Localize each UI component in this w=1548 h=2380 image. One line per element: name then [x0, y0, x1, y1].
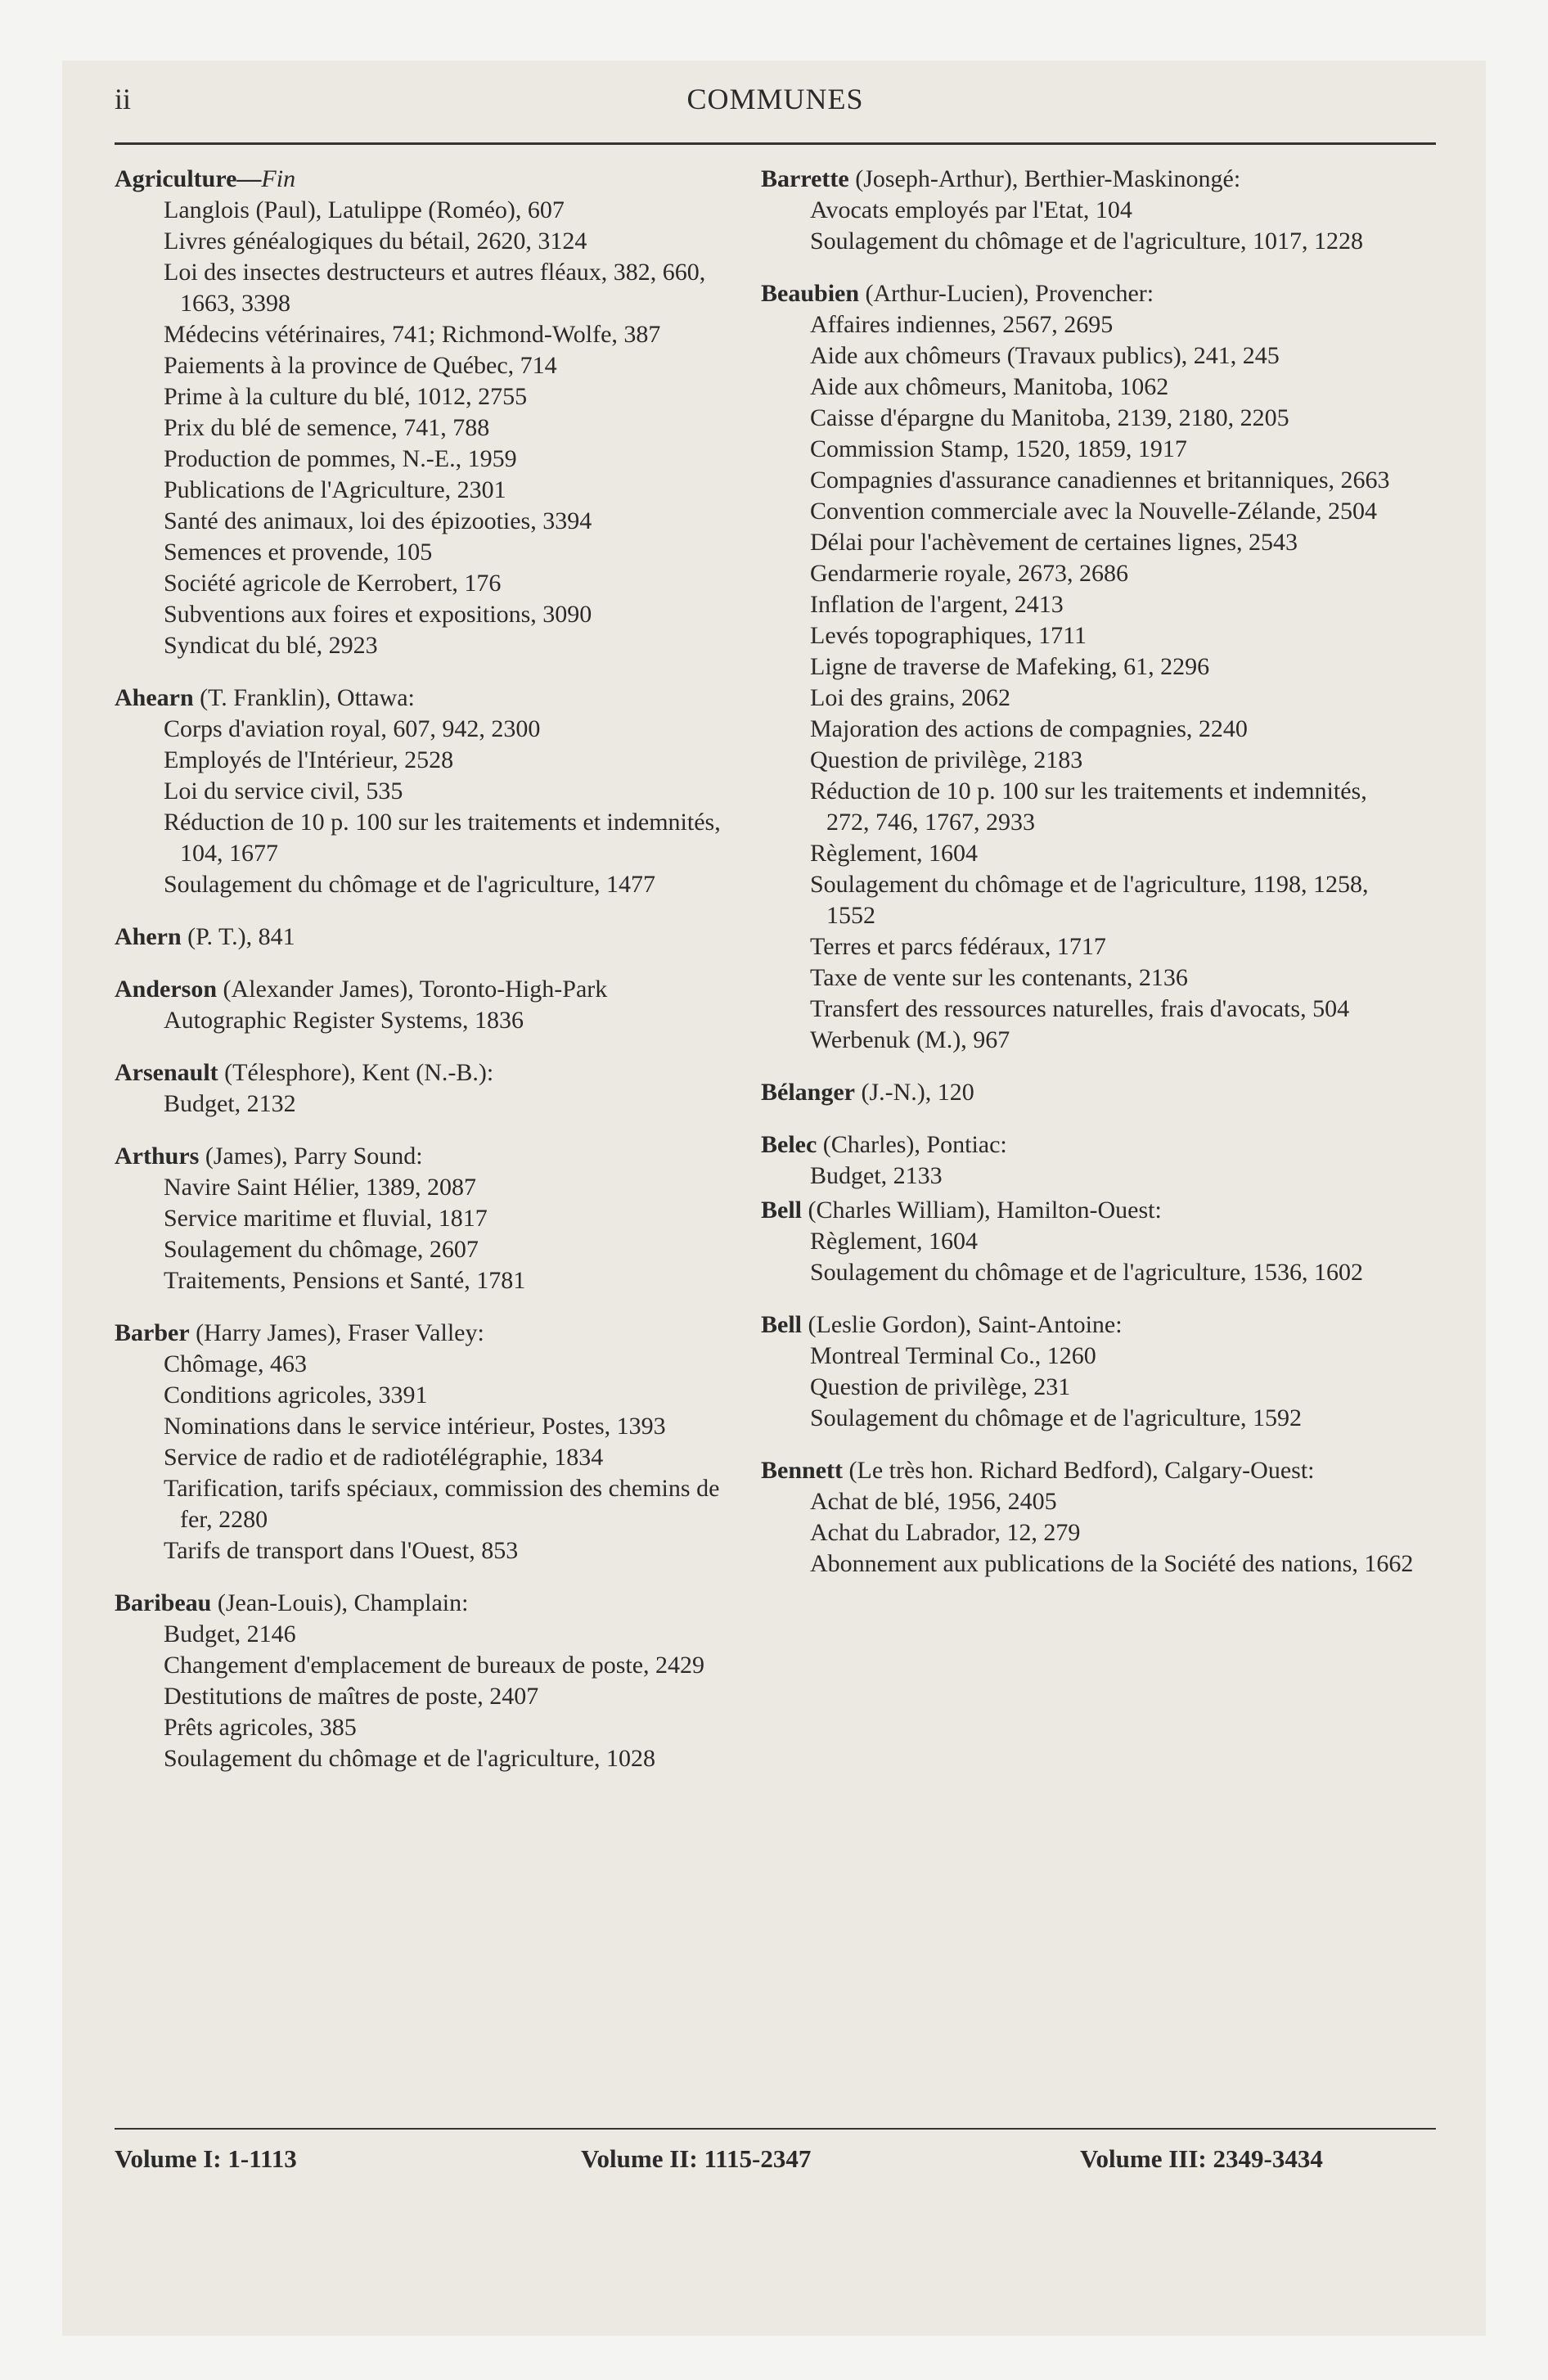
entry-detail: (P. T.), 841: [187, 923, 295, 950]
entry-subitem: Langlois (Paul), Latulippe (Roméo), 607: [164, 196, 565, 223]
entry-subitem: Soulagement du chômage et de l'agriculture, 1536, 1602: [810, 1259, 1364, 1286]
entry-subitem: Montreal Terminal Co., 1260: [810, 1342, 1096, 1369]
entry-subitem: Prêts agricoles, 385: [164, 1714, 357, 1741]
entry-subitem: Service maritime et fluvial, 1817: [164, 1205, 488, 1232]
index-entry: [761, 278, 1415, 1056]
entry-detail: (Télesphore), Kent (N.-B.):: [224, 1059, 494, 1086]
entry-name: Barrette: [761, 165, 849, 192]
index-entry: [115, 683, 736, 900]
entry-subitem: Abonnement aux publications de la Société des nations, 1662: [810, 1550, 1414, 1577]
page-number: ii: [115, 83, 132, 115]
entry-subitem: Soulagement du chômage, 2607: [164, 1236, 479, 1263]
entry-subitem: Soulagement du chômage et de l'agriculture, 1477: [164, 871, 656, 898]
entry-heading: [115, 683, 736, 714]
entry-heading: [115, 922, 736, 953]
entry-subitem: Loi des insectes destructeurs et autres fléaux, 382, 660, 1663, 3398: [164, 259, 706, 317]
entry-subitem: Werbenuk (M.), 967: [810, 1026, 1010, 1053]
entry-heading: [761, 1309, 1415, 1341]
entry-name: Ahearn: [115, 684, 194, 711]
index-entry: [761, 1129, 1415, 1192]
entry-subitem: Aide aux chômeurs, Manitoba, 1062: [810, 373, 1169, 400]
entry-heading: [761, 278, 1415, 309]
index-entry: [115, 922, 736, 953]
index-entry: [761, 1455, 1415, 1580]
entry-name: Belec: [761, 1131, 817, 1158]
entry-heading: [761, 1455, 1415, 1486]
volume-2: Volume II: 1115-2347: [581, 2144, 812, 2173]
entry-subitem: Nominations dans le service intérieur, Postes, 1393: [164, 1413, 666, 1440]
entry-subitem: Soulagement du chômage et de l'agriculture, 1017, 1228: [810, 228, 1364, 255]
entry-detail: (James), Parry Sound:: [205, 1143, 423, 1170]
entry-heading: [761, 1129, 1415, 1161]
entry-subitem: Inflation de l'argent, 2413: [810, 591, 1064, 618]
entry-name: Bell: [761, 1197, 802, 1224]
entry-heading: [115, 164, 736, 195]
index-entry: [761, 1309, 1415, 1434]
entry-subitem: Budget, 2133: [810, 1162, 943, 1189]
entry-subitem: Réduction de 10 p. 100 sur les traitements et indemnités, 104, 1677: [164, 809, 721, 867]
index-entry: [115, 974, 736, 1036]
entry-name: Beaubien: [761, 280, 860, 307]
entry-subitem: Publications de l'Agriculture, 2301: [164, 476, 506, 503]
entry-subitem: Commission Stamp, 1520, 1859, 1917: [810, 435, 1187, 462]
index-entry: [115, 1588, 736, 1774]
index-column-right: [761, 164, 1415, 1601]
entry-name: Anderson: [115, 976, 218, 1003]
entry-subitem: Budget, 2132: [164, 1090, 296, 1117]
footer-rule: [115, 2128, 1436, 2130]
entry-subitem: Question de privilège, 231: [810, 1373, 1071, 1400]
volume-3: Volume III: 2349-3434: [1080, 2144, 1323, 2173]
entry-heading: [115, 1141, 736, 1172]
entry-detail: (Charles), Pontiac:: [822, 1131, 1007, 1158]
entry-name: Bélanger: [761, 1079, 855, 1106]
entry-detail: (Alexander James), Toronto-High-Park: [223, 976, 608, 1003]
entry-subitem: Soulagement du chômage et de l'agriculture, 1592: [810, 1404, 1303, 1431]
index-entry: [115, 1141, 736, 1296]
entry-subitem: Soulagement du chômage et de l'agriculture, 1198, 1258, 1552: [810, 871, 1369, 929]
entry-name: Agriculture: [115, 165, 237, 192]
entry-subitem: Terres et parcs fédéraux, 1717: [810, 933, 1106, 960]
entry-heading: [761, 164, 1415, 195]
entry-subitem: Loi du service civil, 535: [164, 778, 403, 805]
index-entry: [115, 164, 736, 661]
entry-heading: [115, 1588, 736, 1619]
entry-heading: [115, 1057, 736, 1089]
entry-heading: [761, 1077, 1415, 1108]
entry-subitem: Achat de blé, 1956, 2405: [810, 1488, 1057, 1515]
entry-subitem: Soulagement du chômage et de l'agriculture, 1028: [164, 1745, 656, 1772]
entry-detail: (Leslie Gordon), Saint-Antoine:: [808, 1311, 1123, 1338]
entry-subitem: Service de radio et de radiotélégraphie, 1834: [164, 1444, 604, 1471]
entry-subitem: Prix du blé de semence, 741, 788: [164, 414, 490, 441]
entry-subitem: Compagnies d'assurance canadiennes et britanniques, 2663: [810, 467, 1390, 494]
entry-subitem: Subventions aux foires et expositions, 3090: [164, 601, 592, 628]
entry-subitem: Gendarmerie royale, 2673, 2686: [810, 560, 1129, 587]
entry-subitem: Avocats employés par l'Etat, 104: [810, 196, 1132, 223]
index-entry: [761, 164, 1415, 257]
entry-subitem: Ligne de traverse de Mafeking, 61, 2296: [810, 653, 1210, 680]
entry-subitem: Production de pommes, N.-E., 1959: [164, 445, 517, 472]
entry-continuation: Fin: [261, 165, 296, 192]
entry-subitem: Navire Saint Hélier, 1389, 2087: [164, 1174, 477, 1201]
entry-subitem: Syndicat du blé, 2923: [164, 632, 378, 659]
index-entry: [761, 1077, 1415, 1108]
volume-1: Volume I: 1-1113: [115, 2144, 297, 2173]
entry-subitem: Loi des grains, 2062: [810, 684, 1010, 711]
entry-subitem: Livres généalogiques du bétail, 2620, 3124: [164, 228, 587, 255]
entry-subitem: Employés de l'Intérieur, 2528: [164, 746, 454, 773]
entry-subitem: Levés topographiques, 1711: [810, 622, 1087, 649]
entry-subitem: Destitutions de maîtres de poste, 2407: [164, 1683, 539, 1710]
entry-heading: [761, 1195, 1415, 1226]
header-rule: [115, 142, 1436, 145]
index-column-left: [115, 164, 736, 1796]
index-entry: [115, 1057, 736, 1120]
entry-name: Baribeau: [115, 1589, 212, 1616]
entry-subitem: Convention commerciale avec la Nouvelle-Zélande, 2504: [810, 498, 1378, 525]
entry-subitem: Transfert des ressources naturelles, frais d'avocats, 504: [810, 995, 1350, 1022]
entry-subitem: Majoration des actions de compagnies, 2240: [810, 715, 1248, 742]
entry-subitem: Autographic Register Systems, 1836: [164, 1007, 524, 1034]
entry-subitem: Réduction de 10 p. 100 sur les traitements et indemnités, 272, 746, 1767, 2933: [810, 778, 1367, 836]
entry-heading: [115, 1318, 736, 1349]
volume-footer: [115, 2144, 1436, 2185]
index-entry: [115, 1318, 736, 1566]
entry-subitem: Médecins vétérinaires, 741; Richmond-Wolfe, 387: [164, 321, 661, 348]
entry-subitem: Budget, 2146: [164, 1620, 296, 1648]
entry-detail: (Jean-Louis), Champlain:: [217, 1589, 469, 1616]
entry-name: Barber: [115, 1319, 190, 1346]
entry-detail: (Arthur-Lucien), Provencher:: [865, 280, 1154, 307]
entry-subitem: Conditions agricoles, 3391: [164, 1382, 428, 1409]
entry-subitem: Tarifs de transport dans l'Ouest, 853: [164, 1537, 519, 1564]
entry-detail: (Harry James), Fraser Valley:: [196, 1319, 484, 1346]
entry-detail: (J.-N.), 120: [861, 1079, 974, 1106]
entry-heading: [115, 974, 736, 1005]
entry-subitem: Semences et provende, 105: [164, 539, 433, 566]
page-header: [115, 82, 1436, 131]
entry-subitem: Traitements, Pensions et Santé, 1781: [164, 1267, 526, 1294]
entry-subitem: Chômage, 463: [164, 1350, 307, 1377]
entry-subitem: Santé des animaux, loi des épizooties, 3394: [164, 507, 592, 534]
entry-subitem: Aide aux chômeurs (Travaux publics), 241, 245: [810, 342, 1280, 369]
entry-subitem: Corps d'aviation royal, 607, 942, 2300: [164, 715, 541, 742]
entry-name: Bennett: [761, 1457, 843, 1484]
entry-subitem: Achat du Labrador, 12, 279: [810, 1519, 1081, 1546]
entry-subitem: Taxe de vente sur les contenants, 2136: [810, 964, 1188, 991]
entry-subitem: Affaires indiennes, 2567, 2695: [810, 311, 1114, 338]
entry-subitem: Tarification, tarifs spéciaux, commission des chemins de fer, 2280: [164, 1475, 720, 1533]
entry-detail: (Le très hon. Richard Bedford), Calgary-Ouest:: [848, 1457, 1315, 1484]
entry-subitem: Paiements à la province de Québec, 714: [164, 352, 557, 379]
entry-name: Bell: [761, 1311, 802, 1338]
entry-detail: (T. Franklin), Ottawa:: [200, 684, 415, 711]
entry-subitem: Caisse d'épargne du Manitoba, 2139, 2180, 2205: [810, 404, 1289, 431]
entry-name: Ahern: [115, 923, 182, 950]
page-title: COMMUNES: [686, 83, 864, 115]
entry-subitem: Prime à la culture du blé, 1012, 2755: [164, 383, 528, 410]
entry-detail: (Joseph-Arthur), Berthier-Maskinongé:: [855, 165, 1241, 192]
entry-subitem: Règlement, 1604: [810, 1228, 978, 1255]
index-entry: [761, 1195, 1415, 1288]
entry-dash: —: [236, 165, 262, 192]
entry-name: Arsenault: [115, 1059, 218, 1086]
entry-subitem: Règlement, 1604: [810, 840, 978, 867]
entry-subitem: Société agricole de Kerrobert, 176: [164, 570, 502, 597]
entry-detail: (Charles William), Hamilton-Ouest:: [808, 1197, 1162, 1224]
entry-subitem: Question de privilège, 2183: [810, 746, 1083, 773]
entry-subitem: Changement d'emplacement de bureaux de poste, 2429: [164, 1652, 705, 1679]
entry-name: Arthurs: [115, 1143, 200, 1170]
entry-subitem: Délai pour l'achèvement de certaines lignes, 2543: [810, 529, 1298, 556]
